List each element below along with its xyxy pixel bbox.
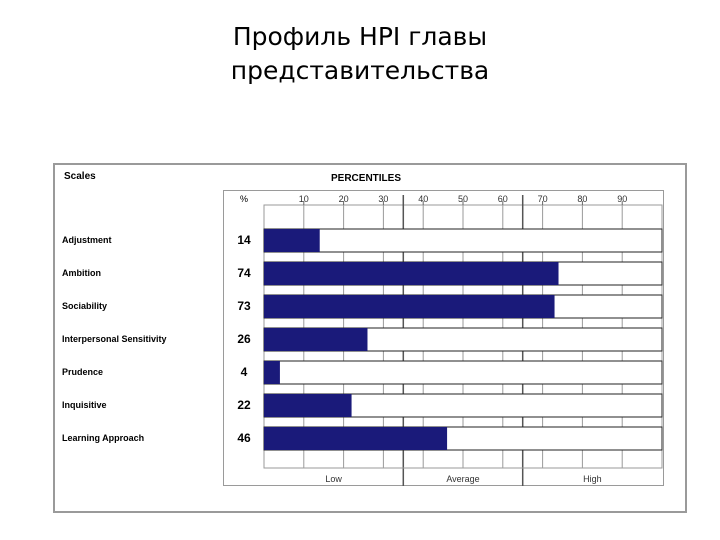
bar-interpersonal-sensitivity (264, 328, 367, 351)
score-value: 26 (237, 332, 251, 346)
tick-label: 60 (497, 194, 508, 204)
bar-sociability (264, 295, 555, 318)
zone-label: Average (446, 474, 480, 484)
zone-label: Low (325, 474, 342, 484)
slide-title-line-2: представительства (230, 56, 490, 85)
scale-label: Learning Approach (62, 433, 145, 443)
tick-label: 90 (617, 194, 628, 204)
scale-label: Inquisitive (62, 400, 107, 410)
scale-label: Adjustment (62, 235, 112, 245)
tick-label: 20 (338, 194, 349, 204)
scale-label: Ambition (62, 268, 101, 278)
score-header: % (239, 194, 249, 204)
score-value: 46 (237, 431, 251, 445)
score-value: 14 (237, 233, 251, 247)
tick-label: 30 (378, 194, 389, 204)
bar-inquisitive (264, 394, 352, 417)
tick-label: 10 (298, 194, 309, 204)
percentiles-header: PERCENTILES (331, 173, 402, 184)
zone-label: High (583, 474, 602, 484)
bar-ambition (264, 262, 559, 285)
bar-track (264, 229, 662, 252)
bar-adjustment (264, 229, 320, 252)
score-value: 22 (237, 398, 251, 412)
slide-title-line-1: Профиль HPI главы (232, 22, 488, 51)
tick-label: 50 (457, 194, 469, 204)
scales-header: Scales (64, 171, 96, 182)
tick-label: 40 (418, 194, 429, 204)
bar-track (264, 361, 662, 384)
scale-label: Prudence (62, 367, 104, 377)
bar-prudence (264, 361, 280, 384)
tick-label: 70 (537, 194, 548, 204)
score-value: 74 (237, 266, 251, 280)
score-value: 4 (240, 365, 248, 379)
scale-label: Interpersonal Sensitivity (62, 334, 167, 344)
bar-learning-approach (264, 427, 447, 450)
scale-label: Sociability (62, 301, 108, 311)
score-value: 73 (237, 299, 251, 313)
tick-label: 80 (577, 194, 588, 204)
